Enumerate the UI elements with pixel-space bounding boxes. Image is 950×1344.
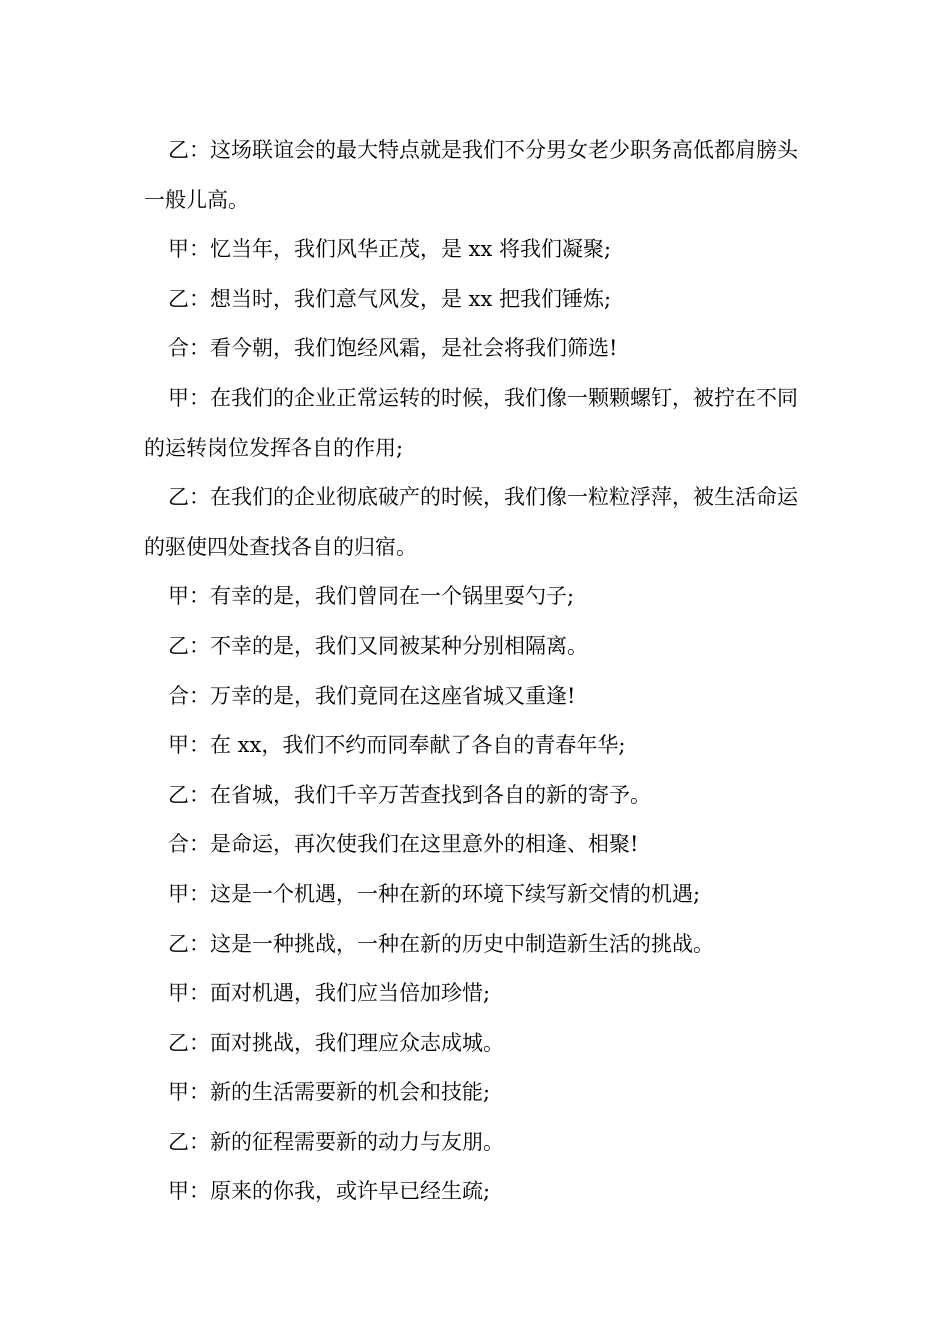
dialogue-line: 乙：不幸的是，我们又同被某种分别相隔离。: [168, 633, 588, 658]
dialogue-line: 甲：在我们的企业正常运转的时候，我们像一颗颗螺钉，被拧在不同的运转岗位发挥各自的作用;: [144, 385, 798, 460]
dialogue-line: 甲：在 xx，我们不约而同奉献了各自的青春年华;: [168, 733, 626, 758]
dialogue-line: 甲：忆当年，我们风华正茂，是 xx 将我们凝聚;: [168, 237, 612, 262]
document-body: [144, 126, 814, 1217]
dialogue-line: 乙：面对挑战，我们理应众志成城。: [168, 1030, 504, 1055]
dialogue-line: 乙：在我们的企业彻底破产的时候，我们像一粒粒浮萍，被生活命运的驱使四处查找各自的归宿。: [144, 485, 798, 559]
dialogue-line: 乙：在省城，我们千辛万苦查找到各自的新的寄予。: [168, 782, 651, 807]
dialogue-line: 乙：想当时，我们意气风发，是 xx 把我们锤炼;: [168, 286, 612, 311]
dialogue-line: 合：是命运，再次使我们在这里意外的相逢、相聚!: [168, 832, 639, 857]
dialogue-line: 合：万幸的是，我们竟同在这座省城又重逢!: [168, 683, 576, 708]
dialogue-line: 乙：新的征程需要新的动力与友朋。: [168, 1129, 504, 1154]
dialogue-line: 甲：面对机遇，我们应当倍加珍惜;: [168, 981, 491, 1006]
dialogue-line: 合：看今朝，我们饱经风霜，是社会将我们筛选!: [168, 336, 618, 361]
dialogue-line: 甲：有幸的是，我们曾同在一个锅里耍勺子;: [168, 584, 575, 609]
dialogue-line: 甲：原来的你我，或许早已经生疏;: [168, 1179, 491, 1204]
dialogue-line: 乙：这场联谊会的最大特点就是我们不分男女老少职务高低都肩膀头一般儿高。: [144, 138, 798, 212]
dialogue-line: 甲：新的生活需要新的机会和技能;: [168, 1080, 491, 1105]
dialogue-line: 乙：这是一种挑战，一种在新的历史中制造新生活的挑战。: [168, 931, 714, 956]
dialogue-line: 甲：这是一个机遇，一种在新的环境下续写新交情的机遇;: [168, 881, 701, 906]
